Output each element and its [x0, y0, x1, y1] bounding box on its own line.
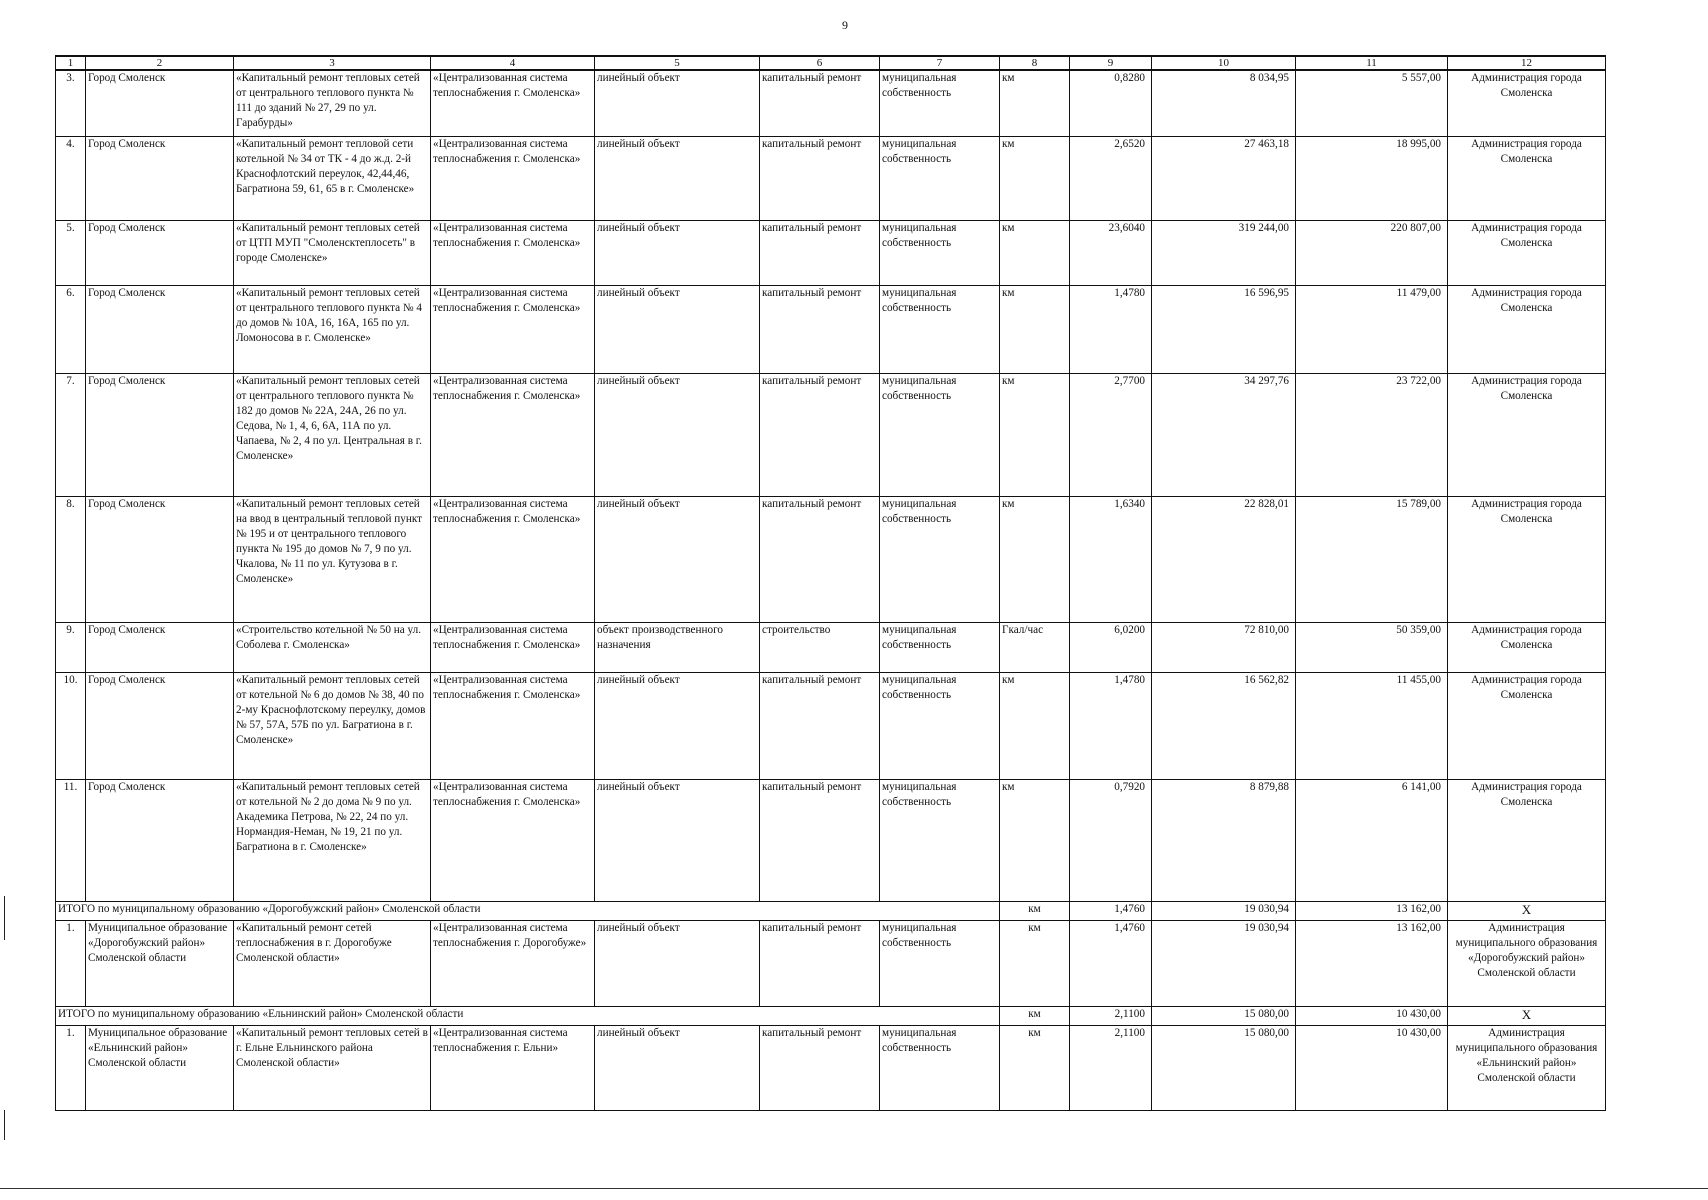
- column-number: 2: [86, 56, 234, 70]
- ownership-cell: муниципальная собственность: [880, 672, 1000, 779]
- work-type-cell: капитальный ремонт: [760, 373, 880, 496]
- object-type-cell: линейный объект: [595, 136, 760, 220]
- total-cost-cell: 16 562,82: [1152, 672, 1296, 779]
- project-name-cell: «Капитальный ремонт тепловых сетей от котельной № 2 до дома № 9 по ул. Академика Петрова, № 22, 24 по ул. Нормандия-Неман, № 19, 21 по ул. Багратиона в г. Смоленске»: [234, 779, 431, 901]
- funding-cell: 220 807,00: [1296, 220, 1448, 285]
- funding-cell: 11 479,00: [1296, 285, 1448, 373]
- row-index: 10.: [56, 672, 86, 779]
- quantity-cell: 2,1100: [1070, 1006, 1152, 1025]
- object-type-cell: линейный объект: [595, 779, 760, 901]
- object-type-cell: линейный объект: [595, 285, 760, 373]
- total-cost-cell: 27 463,18: [1152, 136, 1296, 220]
- total-cost-cell: 8 879,88: [1152, 779, 1296, 901]
- row-index: 5.: [56, 220, 86, 285]
- ownership-cell: муниципальная собственность: [880, 1025, 1000, 1110]
- municipality-cell: Город Смоленск: [86, 285, 234, 373]
- administrator-cell: Администрация города Смоленска: [1448, 672, 1606, 779]
- administrator-cell: Администрация города Смоленска: [1448, 496, 1606, 622]
- quantity-cell: 2,7700: [1070, 373, 1152, 496]
- total-cost-cell: 15 080,00: [1152, 1025, 1296, 1110]
- unit-cell: км: [1000, 1025, 1070, 1110]
- row-index: 1.: [56, 1025, 86, 1110]
- heat-system-cell: «Централизованная система теплоснабжения г. Смоленска»: [431, 672, 595, 779]
- quantity-cell: 1,4760: [1070, 920, 1152, 1006]
- municipality-cell: Муниципальное образование «Дорогобужский район» Смоленской области: [86, 920, 234, 1006]
- project-name-cell: «Строительство котельной № 50 на ул. Соболева г. Смоленска»: [234, 622, 431, 672]
- column-number: 6: [760, 56, 880, 70]
- municipality-cell: Город Смоленск: [86, 373, 234, 496]
- column-number: 10: [1152, 56, 1296, 70]
- total-cost-cell: 22 828,01: [1152, 496, 1296, 622]
- quantity-cell: 23,6040: [1070, 220, 1152, 285]
- administrator-cell: Администрация города Смоленска: [1448, 622, 1606, 672]
- object-type-cell: объект производственного назначения: [595, 622, 760, 672]
- row-index: 6.: [56, 285, 86, 373]
- column-number: 4: [431, 56, 595, 70]
- row-index: 4.: [56, 136, 86, 220]
- row-index: 11.: [56, 779, 86, 901]
- ownership-cell: муниципальная собственность: [880, 779, 1000, 901]
- subtotal-row: [56, 1006, 1606, 1025]
- object-type-cell: линейный объект: [595, 373, 760, 496]
- unit-cell: км: [1000, 373, 1070, 496]
- heat-system-cell: «Централизованная система теплоснабжения г. Смоленска»: [431, 136, 595, 220]
- ownership-cell: муниципальная собственность: [880, 220, 1000, 285]
- ownership-cell: муниципальная собственность: [880, 70, 1000, 136]
- ownership-cell: муниципальная собственность: [880, 285, 1000, 373]
- quantity-cell: 1,6340: [1070, 496, 1152, 622]
- funding-cell: 13 162,00: [1296, 920, 1448, 1006]
- work-type-cell: капитальный ремонт: [760, 285, 880, 373]
- row-index: 9.: [56, 622, 86, 672]
- heat-system-cell: «Централизованная система теплоснабжения г. Дорогобуже»: [431, 920, 595, 1006]
- unit-cell: км: [1000, 220, 1070, 285]
- unit-cell: км: [1000, 920, 1070, 1006]
- ownership-cell: муниципальная собственность: [880, 920, 1000, 1006]
- funding-cell: 11 455,00: [1296, 672, 1448, 779]
- object-type-cell: линейный объект: [595, 672, 760, 779]
- unit-cell: км: [1000, 285, 1070, 373]
- municipality-cell: Город Смоленск: [86, 622, 234, 672]
- table-row: [56, 285, 1606, 373]
- column-number-row: [56, 56, 1606, 70]
- municipality-cell: Город Смоленск: [86, 496, 234, 622]
- work-type-cell: капитальный ремонт: [760, 496, 880, 622]
- funding-cell: 15 789,00: [1296, 496, 1448, 622]
- municipality-cell: Город Смоленск: [86, 220, 234, 285]
- administrator-cell: Администрация города Смоленска: [1448, 285, 1606, 373]
- project-name-cell: «Капитальный ремонт тепловых сетей от котельной № 6 до домов № 38, 40 по 2-му Краснофлотскому переулку, домов № 57, 57А, 57Б по ул. Багратиона в г. Смоленске»: [234, 672, 431, 779]
- project-name-cell: «Капитальный ремонт сетей теплоснабжения в г. Дорогобуже Смоленской области»: [234, 920, 431, 1006]
- total-cost-cell: 19 030,94: [1152, 920, 1296, 1006]
- total-cost-cell: 34 297,76: [1152, 373, 1296, 496]
- funding-cell: 50 359,00: [1296, 622, 1448, 672]
- total-cost-cell: 8 034,95: [1152, 70, 1296, 136]
- table-row: [56, 1025, 1606, 1110]
- subtotal-label: ИТОГО по муниципальному образованию «Ельнинский район» Смоленской области: [56, 1006, 1000, 1025]
- table-row: [56, 920, 1606, 1006]
- quantity-cell: 6,0200: [1070, 622, 1152, 672]
- quantity-cell: 0,7920: [1070, 779, 1152, 901]
- page-number: 9: [842, 18, 848, 32]
- project-name-cell: «Капитальный ремонт тепловых сетей на ввод в центральный тепловой пункт № 195 и от центрального теплового пункта № 195 до домов № 7, 9 по ул. Чкалова, № 11 по ул. Кутузова в г. Смоленске»: [234, 496, 431, 622]
- unit-cell: км: [1000, 672, 1070, 779]
- funding-cell: 5 557,00: [1296, 70, 1448, 136]
- column-number: 7: [880, 56, 1000, 70]
- administrator-cell: Администрация города Смоленска: [1448, 220, 1606, 285]
- column-number: 1: [56, 56, 86, 70]
- heat-system-cell: «Централизованная система теплоснабжения г. Ельни»: [431, 1025, 595, 1110]
- funding-cell: 18 995,00: [1296, 136, 1448, 220]
- administrator-cell: Администрация муниципального образования «Ельнинский район» Смоленской области: [1448, 1025, 1606, 1110]
- total-cost-cell: 16 596,95: [1152, 285, 1296, 373]
- municipality-cell: Город Смоленск: [86, 136, 234, 220]
- object-type-cell: линейный объект: [595, 70, 760, 136]
- project-name-cell: «Капитальный ремонт тепловых сетей от центрального теплового пункта № 4 до домов № 10А, 16, 16А, 165 по ул. Ломоносова в г. Смоленске»: [234, 285, 431, 373]
- object-type-cell: линейный объект: [595, 920, 760, 1006]
- table-row: [56, 496, 1606, 622]
- row-index: 3.: [56, 70, 86, 136]
- total-cost-cell: 319 244,00: [1152, 220, 1296, 285]
- quantity-cell: 2,1100: [1070, 1025, 1152, 1110]
- funding-cell: 10 430,00: [1296, 1025, 1448, 1110]
- table-row: [56, 136, 1606, 220]
- heat-system-cell: «Централизованная система теплоснабжения г. Смоленска»: [431, 220, 595, 285]
- funding-cell: 6 141,00: [1296, 779, 1448, 901]
- ownership-cell: муниципальная собственность: [880, 622, 1000, 672]
- total-cost-cell: 19 030,94: [1152, 901, 1296, 920]
- work-type-cell: капитальный ремонт: [760, 920, 880, 1006]
- column-number: 9: [1070, 56, 1152, 70]
- table-row: [56, 622, 1606, 672]
- funding-cell: 10 430,00: [1296, 1006, 1448, 1025]
- unit-cell: Гкал/час: [1000, 622, 1070, 672]
- project-name-cell: «Капитальный ремонт тепловых сетей от ЦТП МУП "Смоленсктеплосеть" в городе Смоленске»: [234, 220, 431, 285]
- column-number: 5: [595, 56, 760, 70]
- project-name-cell: «Капитальный ремонт тепловых сетей в г. Ельне Ельнинского района Смоленской области»: [234, 1025, 431, 1110]
- unit-cell: км: [1000, 70, 1070, 136]
- quantity-cell: 1,4760: [1070, 901, 1152, 920]
- work-type-cell: капитальный ремонт: [760, 779, 880, 901]
- row-index: 1.: [56, 920, 86, 1006]
- object-type-cell: линейный объект: [595, 1025, 760, 1110]
- table-row: [56, 779, 1606, 901]
- heat-system-cell: «Централизованная система теплоснабжения г. Смоленска»: [431, 285, 595, 373]
- page-bottom-rule: [0, 1188, 1708, 1189]
- quantity-cell: 0,8280: [1070, 70, 1152, 136]
- work-type-cell: капитальный ремонт: [760, 220, 880, 285]
- administrator-cell: Администрация города Смоленска: [1448, 779, 1606, 901]
- funding-cell: 23 722,00: [1296, 373, 1448, 496]
- unit-cell: км: [1000, 779, 1070, 901]
- project-name-cell: «Капитальный ремонт тепловых сетей от центрального теплового пункта № 182 до домов № 22А, 24А, 26 по ул. Седова, № 1, 4, 6, 6А, 11А по ул. Чапаева, № 2, 4 по ул. Центральная в г. Смоленске»: [234, 373, 431, 496]
- work-type-cell: капитальный ремонт: [760, 70, 880, 136]
- total-cost-cell: 72 810,00: [1152, 622, 1296, 672]
- unit-cell: км: [1000, 136, 1070, 220]
- administrator-cell: Х: [1448, 901, 1606, 920]
- column-number: 12: [1448, 56, 1606, 70]
- heat-system-cell: «Централизованная система теплоснабжения г. Смоленска»: [431, 496, 595, 622]
- table-row: [56, 373, 1606, 496]
- object-type-cell: линейный объект: [595, 496, 760, 622]
- heat-system-cell: «Централизованная система теплоснабжения г. Смоленска»: [431, 70, 595, 136]
- work-type-cell: капитальный ремонт: [760, 1025, 880, 1110]
- administrator-cell: Администрация города Смоленска: [1448, 373, 1606, 496]
- project-name-cell: «Капитальный ремонт тепловых сетей от центрального теплового пункта № 111 до зданий № 27, 29 по ул. Гарабурды»: [234, 70, 431, 136]
- ownership-cell: муниципальная собственность: [880, 136, 1000, 220]
- column-number: 11: [1296, 56, 1448, 70]
- unit-cell: км: [1000, 1006, 1070, 1025]
- municipality-cell: Город Смоленск: [86, 672, 234, 779]
- administrator-cell: Администрация муниципального образования «Дорогобужский район» Смоленской области: [1448, 920, 1606, 1006]
- subtotal-label: ИТОГО по муниципальному образованию «Дорогобужский район» Смоленской области: [56, 901, 1000, 920]
- project-name-cell: «Капитальный ремонт тепловой сети котельной № 34 от ТК - 4 до ж.д. 2-й Краснофлотский переулок, 42,44,46, Багратиона 59, 61, 65 в г. Смоленске»: [234, 136, 431, 220]
- unit-cell: км: [1000, 496, 1070, 622]
- administrator-cell: Х: [1448, 1006, 1606, 1025]
- heat-system-cell: «Централизованная система теплоснабжения г. Смоленска»: [431, 373, 595, 496]
- funding-cell: 13 162,00: [1296, 901, 1448, 920]
- scan-edge-mark: [4, 1110, 5, 1140]
- work-type-cell: капитальный ремонт: [760, 672, 880, 779]
- row-index: 7.: [56, 373, 86, 496]
- total-cost-cell: 15 080,00: [1152, 1006, 1296, 1025]
- work-type-cell: капитальный ремонт: [760, 136, 880, 220]
- table-row: [56, 672, 1606, 779]
- quantity-cell: 1,4780: [1070, 672, 1152, 779]
- object-type-cell: линейный объект: [595, 220, 760, 285]
- heat-system-cell: «Централизованная система теплоснабжения г. Смоленска»: [431, 622, 595, 672]
- scan-edge-mark: [4, 896, 5, 940]
- quantity-cell: 1,4780: [1070, 285, 1152, 373]
- heat-network-projects-table: [55, 55, 1606, 1111]
- heat-system-cell: «Централизованная система теплоснабжения г. Смоленска»: [431, 779, 595, 901]
- column-number: 8: [1000, 56, 1070, 70]
- unit-cell: км: [1000, 901, 1070, 920]
- quantity-cell: 2,6520: [1070, 136, 1152, 220]
- column-number: 3: [234, 56, 431, 70]
- ownership-cell: муниципальная собственность: [880, 373, 1000, 496]
- table-row: [56, 220, 1606, 285]
- work-type-cell: строительство: [760, 622, 880, 672]
- administrator-cell: Администрация города Смоленска: [1448, 70, 1606, 136]
- ownership-cell: муниципальная собственность: [880, 496, 1000, 622]
- municipality-cell: Город Смоленск: [86, 70, 234, 136]
- row-index: 8.: [56, 496, 86, 622]
- subtotal-row: [56, 901, 1606, 920]
- table-row: [56, 70, 1606, 136]
- administrator-cell: Администрация города Смоленска: [1448, 136, 1606, 220]
- municipality-cell: Муниципальное образование «Ельнинский район» Смоленской области: [86, 1025, 234, 1110]
- municipality-cell: Город Смоленск: [86, 779, 234, 901]
